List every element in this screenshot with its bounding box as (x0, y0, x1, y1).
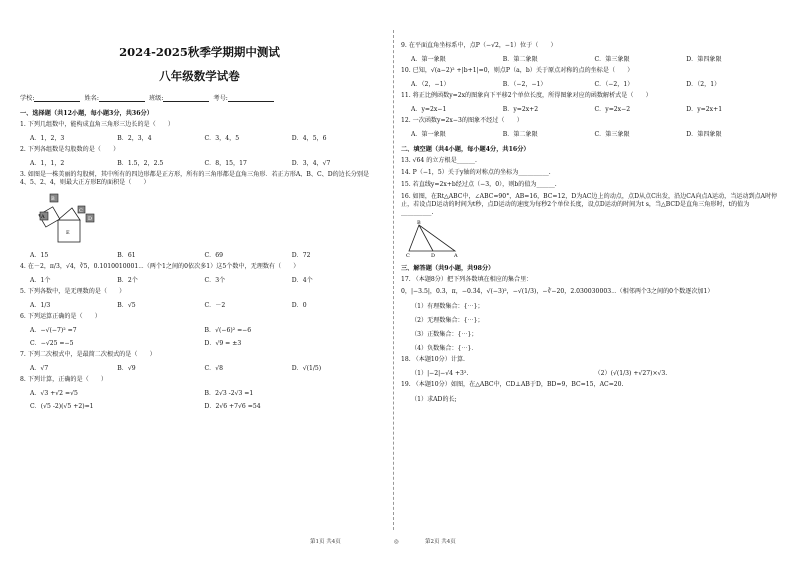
option: C．(√5 -2)(√5 +2)=1 (30, 403, 94, 410)
option: A．√7 (30, 365, 49, 372)
option: D．√(1/5) (291, 365, 322, 372)
triangle (58, 208, 80, 220)
option: C．−√25 =−5 (30, 340, 74, 347)
triangle-figure (405, 219, 465, 257)
option: B．第二象限 (502, 56, 538, 63)
label-b: B (417, 220, 421, 226)
option: C．3，4，5 (204, 135, 240, 142)
q7-options (20, 363, 379, 372)
option: B．1.5，2，2.5 (117, 160, 164, 167)
segment-bd (419, 225, 433, 251)
option: A．−√(−7)² =7 (30, 327, 77, 334)
question-4: 4. 在－2，π/3，√4，∛5，0.1010010001⋯（两个1之间的0依次多1）这5个数中，无理数有（ ） (20, 263, 300, 270)
q5-options (20, 300, 379, 309)
q18-sub-1: （1）|−2|−√4 +3². (411, 370, 469, 377)
q4-options (20, 275, 379, 284)
question-17: 17. （本题8分）把下列各数填在相应的集合里： (401, 276, 533, 283)
option: D．第四象限 (686, 131, 722, 138)
q18-subs (401, 368, 778, 377)
exam-subtitle: 八年级数学试卷 (159, 69, 240, 83)
question-11: 11. 将正比例函数y=2x的图象向下平移2个单位长度，所得图象对应的函数解析式是（ ） (401, 92, 652, 99)
label-a: A (41, 214, 45, 220)
question-9: 9. 在平面直角坐标系中，点P（−√2，−1）位于（ ） (401, 42, 557, 49)
option: C．69 (204, 252, 224, 259)
option: B．61 (117, 252, 136, 259)
option: A．√3 +√2 =√5 (30, 390, 78, 397)
option: B．2个 (117, 277, 138, 284)
option: D．（2，1） (686, 81, 721, 88)
q17-sub-4: （4）负数集合：{⋯}． (411, 345, 478, 352)
option: B．√5 (117, 302, 136, 309)
q9-options (401, 54, 778, 63)
option: C．√8 (204, 365, 224, 372)
question-6: 6. 下列运算正确的是（ ） (20, 313, 101, 320)
question-14: 14. P（−1，5）关于y轴的对称点的坐标为__________. (401, 169, 551, 176)
footer-mark: ◎ (394, 539, 399, 545)
question-1: 1. 下列几组数中，能构成直角三角形三边长的是（ ） (20, 121, 175, 128)
section-heading-2: 二、填空题（共4小题，每小题4分，共16分） (401, 146, 530, 153)
question-10: 10. 已知，√(a−2)² +|b+1|=0，则点P（a，b）关于原点对称的点的坐标是（ ） (401, 67, 634, 74)
option: D．2√6 +7√6 =54 (204, 403, 261, 410)
option: D．4个 (291, 277, 313, 284)
label-c: C (406, 253, 410, 257)
q1-options (20, 133, 379, 142)
label-a: A (454, 253, 458, 257)
option: A．1/3 (30, 302, 51, 309)
triangle-abc (409, 225, 455, 251)
question-18: 18. （本题10分）计算. (401, 356, 465, 363)
option: C．第三象限 (594, 131, 630, 138)
option: A．1个 (30, 277, 51, 284)
option: D．4，5，6 (291, 135, 327, 142)
option: D．y=2x+1 (686, 106, 723, 113)
option: D．√9 = ±3 (204, 340, 242, 347)
q12-options (401, 129, 778, 138)
question-7: 7. 下列二次根式中，是最简二次根式的是（ ） (20, 351, 156, 358)
question-12: 12. 一次函数y=2x−3的图象不经过（ ） (401, 117, 523, 124)
question-17-numbers: 0，|−3.5|，0.3，π，−0.3̇4̇，√(−3)²，−√(1/3)，−∛−20，2.030030003⋯（相邻两个3之间的0个数逐次加1） (401, 288, 714, 295)
option: B．√9 (117, 365, 136, 372)
option: B．（−2，−1） (502, 81, 547, 88)
q17-sub-2: （2）无理数集合：{⋯}； (411, 317, 484, 324)
option: B．√(−6)² =−6 (204, 327, 252, 334)
q18-sub-2: （2）(√(1/3) +√27)×√3. (594, 370, 668, 377)
question-2: 2. 下列各组数是勾股数的是（ ） (20, 146, 120, 153)
info-name: 姓名: (84, 93, 144, 102)
option: B．第二象限 (502, 131, 538, 138)
q11-options (401, 104, 778, 113)
option: C．第三象限 (594, 56, 630, 63)
option: C．－2 (204, 302, 226, 309)
q8-options (20, 388, 379, 410)
page-divider (393, 30, 394, 530)
label-e: E (66, 230, 70, 236)
question-16: 16. 如图，在Rt△ABC中，∠ABC=90°，AB=16，BC=12，D为AC边上的动点，点D从点C出发，沿边CA向点A运动，当运动到点A时停止，若设点D运动的时间为t秒，点D运动的速度为每秒2个单位长度，设点D运动的时间为t s，当△BCD是直角三角形时，t的值为__________. (401, 193, 778, 216)
q17-sub-1: （1）有理数集合：{⋯}； (411, 303, 484, 310)
option: B．2√3 -2√3 =1 (204, 390, 254, 397)
page-right (397, 0, 794, 561)
label-d: D (431, 253, 436, 257)
option: D．3，4，√7 (291, 160, 331, 167)
student-info (20, 93, 379, 102)
q6-options (20, 325, 379, 347)
option: A．第一象限 (411, 131, 446, 138)
option: D．第四象限 (686, 56, 722, 63)
question-13: 13. √64 的立方根是______. (401, 157, 477, 164)
option: B．y=2x+2 (502, 106, 539, 113)
page-number-right: 第2页 共4页 (425, 539, 456, 545)
exam-title: 2024-2025秋季学期期中测试 (119, 45, 280, 59)
option: A．15 (30, 252, 49, 259)
option: A．第一象限 (411, 56, 446, 63)
label-d: D (88, 216, 93, 222)
label-c: C (79, 208, 83, 214)
q10-options (401, 79, 778, 88)
info-exam-no: 考号: (213, 93, 273, 102)
option: C．（−2，1） (594, 81, 634, 88)
page-number-left: 第1页 共4页 (310, 539, 341, 545)
label-b: B (51, 196, 55, 202)
info-class: 班级: (149, 93, 209, 102)
option: D．72 (291, 252, 311, 259)
option: A．y=2x−1 (411, 106, 447, 113)
q17-sub-3: （3）正数集合：{⋯}； (411, 331, 478, 338)
option: C．3个 (204, 277, 226, 284)
option: C．8，15，17 (204, 160, 247, 167)
section-heading-1: 一、选择题（共12小题，每小题3分，共36分） (20, 110, 153, 117)
info-school: 学校: (20, 93, 80, 102)
section-heading-3: 三、解答题（共9小题，共98分） (401, 265, 495, 272)
option: D．0 (291, 302, 307, 309)
q2-options (20, 158, 379, 167)
question-3: 3. 如图是一株美丽的勾股树，其中所有的四边形都是正方形，所有的三角形都是直角三角形．若正方形A、B、C、D的边长分别是4、5、2、4，则最大正方形E的面积是（ ） (20, 171, 370, 186)
option: A．（2，−1） (411, 81, 450, 88)
option: B．2，3，4 (117, 135, 152, 142)
option: A．1，2，3 (30, 135, 65, 142)
q3-options (20, 250, 379, 259)
question-15: 15. 若直线y=2x+b经过点（−3，0），则b的值为______. (401, 181, 557, 188)
question-8: 8. 下列计算，正确的是（ ） (20, 376, 107, 383)
option: A．1，1，2 (30, 160, 65, 167)
option: C．y=2x−2 (594, 106, 631, 113)
q19-sub-1: （1）求AD的长; (411, 396, 457, 403)
question-19: 19. （本题10分）如图，在△ABC中，CD⊥AB于D，BD=9，BC=15，AC=20. (401, 381, 624, 388)
question-5: 5. 下列各数中，是无理数的是（ ） (20, 288, 126, 295)
pythagoras-tree-figure (32, 190, 112, 246)
